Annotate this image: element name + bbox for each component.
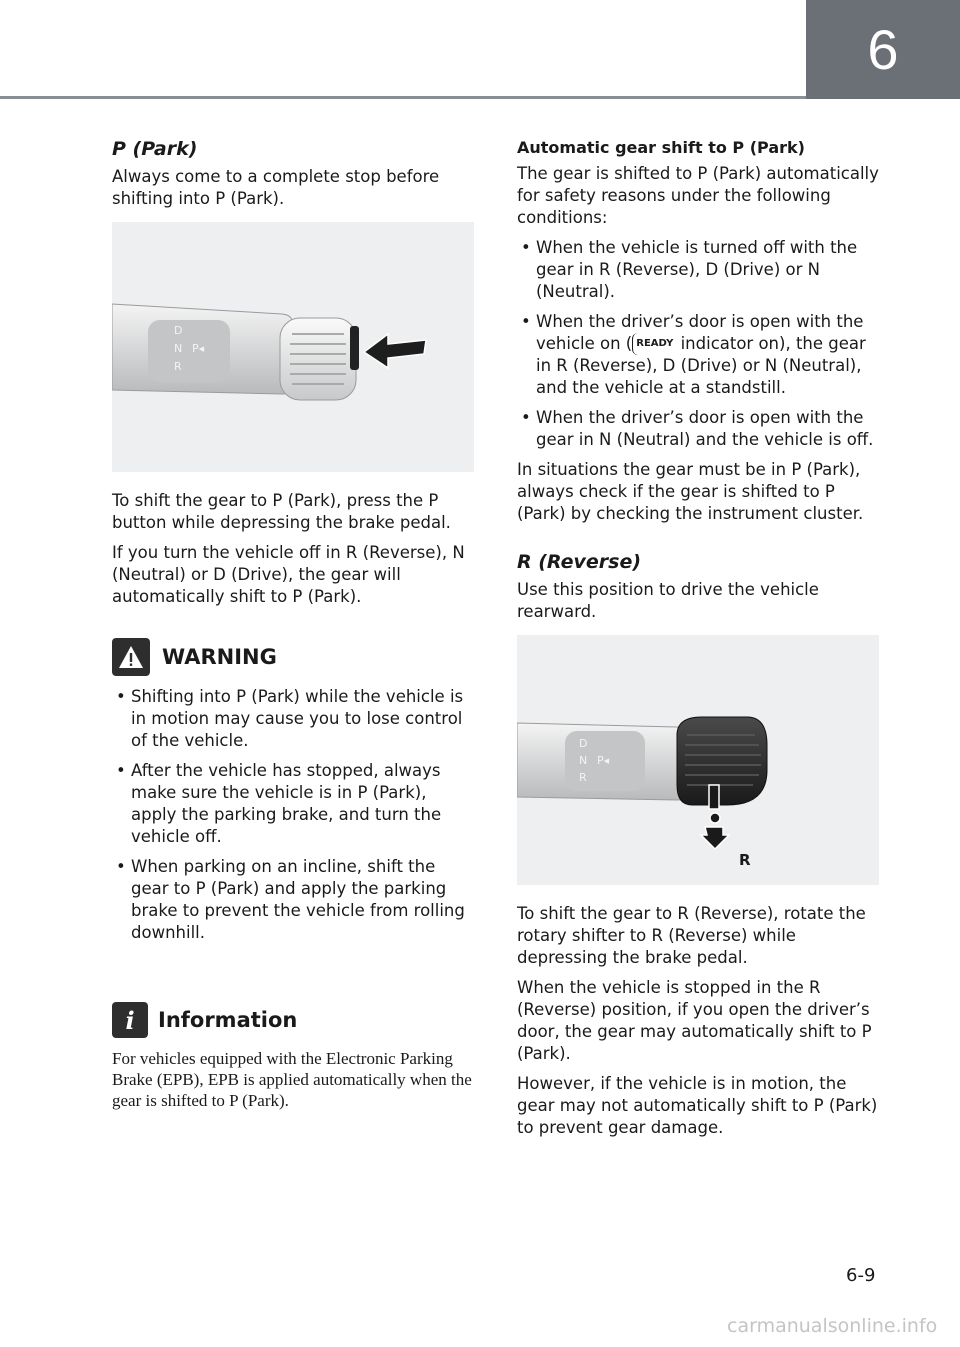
park-instruction: To shift the gear to P (Park), press the P button while depressing the brake pedal. [112,491,451,532]
condition-item [517,311,881,399]
fig2-label-p: P◂ [597,754,610,767]
condition-item: • When the driver’s door is open with the gear in N (Neutral) and the vehicle is off. [517,407,881,451]
park-intro: Always come to a complete stop before shifting into P (Park). [112,167,440,208]
right-column [517,138,881,1147]
chapter-tab: 6 [806,0,960,99]
warning-item: • Shifting into P (Park) while the vehicle is in motion may cause you to lose control of the vehicle. [112,686,476,752]
fig2-label-d: D [579,737,588,750]
shifter-reverse-image [517,635,879,885]
park-heading: P (Park) [112,138,198,160]
condition-item: • When the vehicle is turned off with the gear in R (Reverse), D (Drive) or N (Neutral). [517,237,881,303]
reverse-instruction: To shift the gear to R (Reverse), rotate the rotary shifter to R (Reverse) while depressing the brake pedal. [517,904,866,967]
warning-list [112,686,476,944]
warning-title: WARNING [162,645,277,669]
fig2-arrow-label: R [739,851,751,869]
ready-indicator-icon: READY [632,333,675,355]
fig2-label-r: R [579,771,587,784]
fig1-label-n: N [174,342,183,355]
fig1-label-d: D [174,324,183,337]
shifter-p-button-image [112,222,474,472]
warning-header [112,638,476,676]
warning-triangle-icon [112,638,150,676]
left-column [112,138,476,1111]
fig1-label-r: R [174,360,182,373]
condition-text-a: When the driver’s door is open with the vehicle on ( [536,312,864,353]
condition-text-b: indicator on), the gear in R (Reverse), D (Drive) or N (Neutral), and the vehicle at a standstill. [536,334,866,397]
reverse-door-note: When the vehicle is stopped in the R (Reverse) position, if you open the driver’s door, the gear may automatically shift to P (Park). [517,978,872,1063]
auto-shift-check-note: In situations the gear must be in P (Park), always check if the gear is shifted to P (Park) by checking the instrument cluster. [517,460,864,523]
watermark: carmanualsonline.info [727,1315,938,1337]
warning-item: • When parking on an incline, shift the gear to P (Park) and apply the parking brake to prevent the vehicle from rolling downhill. [112,856,476,944]
info-icon: i [112,1002,148,1038]
information-body: For vehicles equipped with the Electronic Parking Brake (EPB), EPB is applied automatically when the gear is shifted to P (Park). [112,1049,472,1110]
reverse-heading: R (Reverse) [517,551,642,573]
reverse-shifter-illustration [517,635,879,885]
header-rule [0,96,806,99]
park-auto-note: If you turn the vehicle off in R (Reverse), N (Neutral) or D (Drive), the gear will automatically shift to P (Park). [112,543,465,606]
fig2-label-n: N [579,754,588,767]
warning-item: • After the vehicle has stopped, always make sure the vehicle is in P (Park), apply the parking brake, and turn the vehicle off. [112,760,476,848]
information-title: Information [158,1008,298,1032]
page-number: 6-9 [846,1265,876,1286]
fig1-label-p: P◂ [192,342,205,355]
reverse-intro: Use this position to drive the vehicle rearward. [517,580,819,621]
auto-shift-intro: The gear is shifted to P (Park) automatically for safety reasons under the following conditions: [517,164,879,227]
reverse-motion-note: However, if the vehicle is in motion, the gear may not automatically shift to P (Park) to prevent gear damage. [517,1074,878,1137]
auto-shift-heading: Automatic gear shift to P (Park) [517,138,805,157]
park-shifter-illustration [112,222,474,472]
information-header [112,1002,476,1038]
auto-shift-conditions [517,237,881,451]
